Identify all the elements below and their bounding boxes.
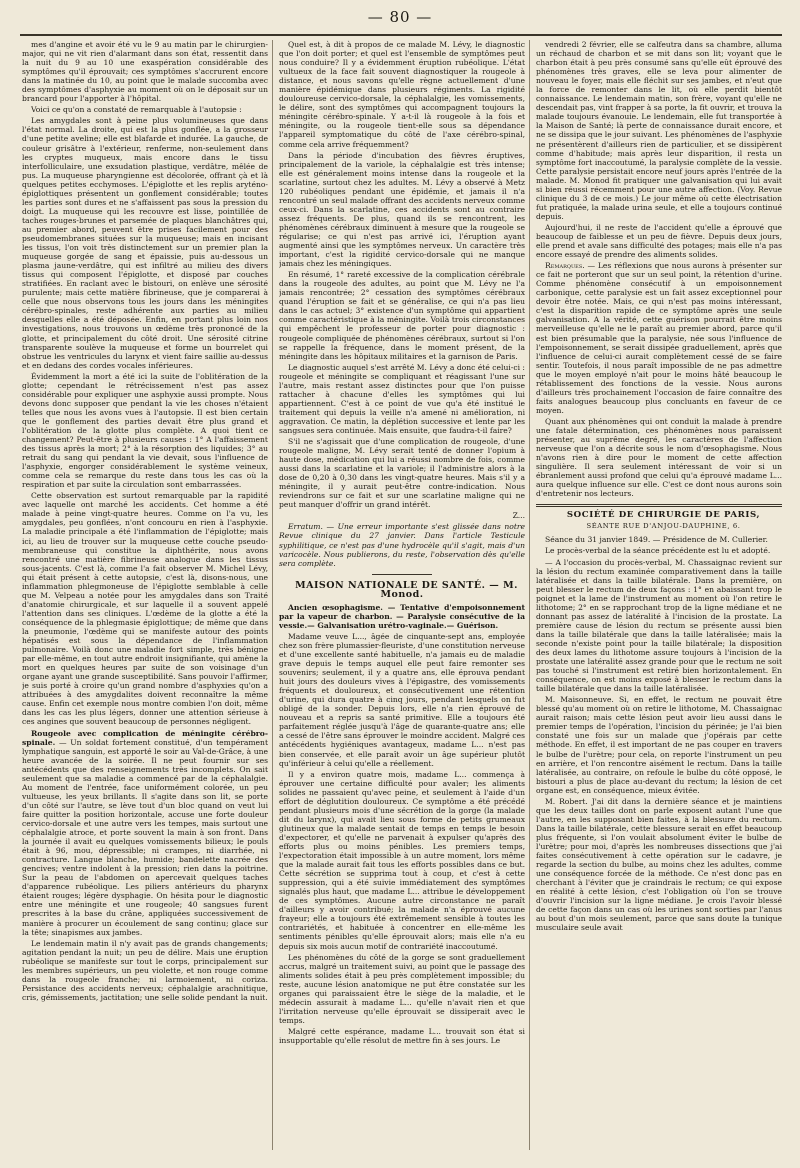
- paragraph: Le lendemain matin il n'y avait pas de grands changements; agitation pendant la nuit; un peu de délire. Mais une éruption rubéolique se manifeste sur tout le corps, principalement sur les membres supérieurs, un peu violette, et non rouge comme dans la rougeole franche; ni larmoiement, ni coriza. Persistance des accidents nerveux; céphalalgie arachnitique, cris, gémissements, jactitation; une selle solide pendant la nuit.: [22, 938, 268, 1002]
- paragraph: M. Maisonneuve. Si, en effet, le rectum ne pouvait être blessé qu'au moment où on retire le lithotome, M. Chassaignac aurait raison; mais cette lésion peut avoir lieu aussi dans le premier temps de l'opération, l'incision du périnée; je l'ai bien constaté une fois sur un malade que j'opérais par cette méthode. En effet, il est important de ne pas couper en travers le bulbe de l'urètre; pour cela, on reporte l'instrument un peu en arrière, et l'on rencontre aisément le rectum. Dans la taille latéralisée, au contraire, on refoule le bulbe du côté opposé, le bistouri a plus de place au-devant du rectum; la lésion de cet organe est, en conséquence, mieux évitée.: [536, 695, 782, 795]
- column-2: [279, 40, 525, 1158]
- article-heading: Ancien œsophagisme. — Tentative d'empoisonnement par la vapeur de charbon. — Paralysie consécutive de la vessie.— Galvanisation urétro-vaginale.— Guérison.: [279, 602, 525, 630]
- paragraph: Voici ce qu'on a constaté de remarquable à l'autopsie :: [31, 105, 242, 115]
- paragraph: Quant aux phénomènes qui ont conduit la malade à prendre une fatale détermination, ces phénomènes nous paraissent présenter, au suprême degré, les caractères de l'affection nerveuse que l'on a décrite sous le nom d'œsophagisme. Nous n'avons rien à dire pour le moment de cette affection singulière. Il sera seulement intéressant de voir si un ébranlement aussi profond que celui qu'a éprouvé madame L... aura quelque influence sur elle. C'est ce dont nous aurons soin d'entretenir nos lecteurs.: [536, 416, 782, 499]
- column-divider: [272, 40, 273, 1150]
- paragraph: Évidemment la mort a été ici la suite de l'oblitération de la glotte; cependant le rétrécissement n'est pas assez considérable pour expliquer une asphyxie aussi prompte. Nous devons donc supposer que pendant la vie les choses n'étaient telles que nous les avons vues à l'autopsie. Il est bien certain que le gonflement des parties devait être plus grand et l'oblitération de la glotte plus complète. A quoi tient ce changement? Peut-être à plusieurs causes : 1° A l'affaissement des tissus après la mort; 2° à la résorption des liquides; 3° au retrait du sang qui pendant la vie devait, sous l'influence de l'asphyxie, engorger considérablement le système veineux, comme cela se remarque du reste dans tous les cas où la respiration et par suite la circulation sont embarrassées.: [22, 371, 268, 490]
- article-heading: Rougeole avec complication de méningite cérébro-spinale.: [22, 728, 268, 747]
- article-rougeole: [22, 729, 268, 937]
- paragraph: Le procès-verbal de la séance précédente est lu et adopté.: [545, 546, 771, 556]
- society-address: SÉANTE RUE D'ANJOU-DAUPHINE, 6.: [586, 522, 741, 531]
- remarques-heading: Remarques.: [545, 261, 585, 271]
- column-1: [22, 40, 268, 1158]
- erratum: Erratum. — Une erreur importante s'est glissée dans notre Revue clinique du 27 janvier. Dans l'article Testicule syphilitique, ce n'est pas d'une hydrocèle qu'il s'agit, mais d'un varicocèle. Nous publierons, du reste, l'observation dès qu'elle sera complète.: [279, 522, 525, 568]
- paragraph: — A l'occasion du procès-verbal, M. Chassaignac revient sur la lésion du rectum examinée comparativement dans la taille latéralisée et dans la taille bilatérale. Dans la première, on peut blesser le rectum de deux façons : 1° en abaissant trop le poignet et la lame de l'instrument au moment où l'on retire le lithotome; 2° en se rapprochant trop de la ligne médiane et ne donnant pas assez de latéralité à l'incision de la prostate. La première cause de lésion du rectum se présente aussi bien dans la taille bilatérale que dans la taille latéralisée; mais la seconde n'existe point pour la taille bilatérale; la disposition des deux lames du lithotome assure toujours à l'incision de la prostate une latéralité assez grande pour que le rectum ne soit pas touché si l'instrument est retiré bien horizontalement. En conséquence, on est moins exposé à blesser le rectum dans la taille bilatérale que dans la taille latéralisée.: [536, 557, 782, 694]
- signature: Z...: [512, 511, 525, 521]
- paragraph: Les amygdales sont à peine plus volumineuses que dans l'état normal. La droite, qui est la plus gonflée, a la grosseur d'une petite aveline; elle est blafarde et indurée. La gauche, de couleur grisâtre à l'extérieur, renferme, non-seulement dans les cryptes muqueux, mais encore dans le tissu interfolliculaire, une exsudation plastique, verdâtre, mêlée de pus. La muqueuse pharyngienne est décolorée, offrant çà et là quelques petites ecchymoses. L'épiglotte et les replis aryténo-épiglottiques présentent un gonflement considérable; toutes les parties sont dures et ne s'affaissent pas sous la pression du doigt. La muqueuse qui les recouvre est lisse, pointillée de taches rouges-brunes et parsemée de plaques blanchâtres qui, au premier abord, peuvent être prises facilement pour des pseudomembranes situées sur la muqueuse; mais en incisant les tissus, l'on voit très distinctement sur un premier plan la muqueuse gorgée de sang et épaissie, puis au-dessous un plasma jaune-verdâtre, qui est infiltré au milieu des divers tissus qui composent l'épiglotte, et disposé par couches stratifiées. En raclant avec le bistouri, on enlève une sérosité purulente; mais cette matière fibrineuse, que je comparerai à celle que nous observons tous les jours dans les méningites cérébro-spinales, reste adhérente aux parties au milieu desquelles elle a été déposée. Enfin, en portant plus loin nos investigations, nous trouvons un œdème très prononcé de la glotte, et principalement du côté droit. Une sérosité citrine transparente soulève la muqueuse et forme un bourrelet qui obstrue les ventricules du larynx et vient faire saillie au-dessus et en dedans des cordes vocales inférieures.: [22, 116, 268, 370]
- paragraph: Les phénomènes du côté de la gorge se sont graduellement accrus, malgré un traitement suivi, au point que le passage des aliments solides était à peu près complètement impossible; du reste, aucune lésion anatomique ne put être constatée sur les organes qui paraissaient être le siège de la maladie, et le médecin assurait à madame L... qu'elle n'avait rien et que l'irritation nerveuse qu'elle éprouvait se dissiperait avec le temps.: [279, 952, 525, 1025]
- section-title: MAISON NATIONALE DE SANTÉ. — M. Monod.: [295, 579, 518, 600]
- separator: [536, 504, 782, 507]
- header-rule: [20, 34, 782, 36]
- page-number: — 80 —: [367, 8, 433, 26]
- paragraph: vendredi 2 février, elle se calfeutra dans sa chambre, alluma un réchaud de charbon et se mit dans son lit; voyant que le charbon était à peu près consumé sans qu'elle eût éprouvé des phénomènes très graves, elle se leva pour alimenter de nouveau le foyer, mais elle fléchit sur ses jambes, et n'eut que la force de remonter dans le lit, où elle perdit bientôt connaissance. Le lendemain matin, son frère, voyant qu'elle ne descendait pas, vint frapper à sa porte, la fit ouvrir, et trouva la malade toujours évanouie. Le lendemain, elle fut transportée à la Maison de Santé; là perte de connaissance durait encore, et ne se dissipa que le jour suivant. Les phénomènes de l'asphyxie ne présentèrent d'ailleurs rien de particulier, et se dissipèrent comme d'habitude; mais après leur disparition, il resta un symptôme fort inaccoutumé, la paralysie complète de la vessie. Cette paralysie persistait encore neuf jours après l'entrée de la malade. M. Monod fit pratiquer une galvanisation qui lui avait si bien réussi récemment pour une autre affection. (Voy. Revue clinique du 3 de ce mois.) Le jour même où cette électrisation fut pratiquée, la malade urina seule, et elle a toujours continué depuis.: [536, 40, 782, 221]
- paragraph: Le diagnostic auquel s'est arrêté M. Lévy a donc été celui-ci : rougeole et méningite se compliquant et réagissant l'une sur l'autre, mais restant assez distinctes pour que l'on puisse rattacher à chacune d'elles les symptômes qui lui appartiennent. C'est à ce point de vue qu'a été institué le traitement qui depuis la veille n'a amené ni amélioration, ni aggravation. Ce matin, la déplétion successive et lente par les sangsues sera continuée. Mais ensuite, que faudra-t-il faire?: [279, 362, 525, 435]
- paragraph: — Les réflexions que nous aurons à présenter sur ce fait ne porteront que sur un seul point, la rétention d'urine. Comme phénomène consécutif à un empoisonnement carbonique, cette paralysie est un fait assez exceptionnel pour devoir être notée. Mais, ce qui n'est pas moins intéressant, c'est la disparition rapide de ce symptôme après une seule galvanisation. A la vérité, cette guérison pourrait être moins merveilleuse qu'elle ne le paraît au premier abord, parce qu'il est bien présumable que la paralysie, née sous l'influence de l'empoisonnement, se serait dissipée graduellement, après que l'influence de celui-ci aurait complètement cessé de se faire sentir. Toutefois, il nous paraît impossible de ne pas admettre que le moyen employé n'ait pour le moins hâté beaucoup le rétablissement des fonctions de la vessie. Nous aurons d'ailleurs très prochainement l'occasion de faire connaître des faits analogues beaucoup plus concluants en faveur de ce moyen.: [536, 261, 782, 415]
- paragraph: Aujourd'hui, il ne reste de l'accident qu'elle a éprouvé que beaucoup de faiblesse et un peu de fièvre. Depuis deux jours, elle prend et avale sans difficulté des potages; mais elle n'a pas encore essayé de prendre des aliments solides.: [536, 222, 782, 260]
- paragraph: En résumé, 1° rareté excessive de la complication cérébrale dans la rougeole des adultes, au point que M. Lévy ne l'a jamais rencontrée; 2° cessation des symptômes cérébraux quand l'éruption se fait et se généralise, ce qui n'a pas lieu dans le cas actuel; 3° existence d'un symptôme qui appartient comme caractéristique à la méningite. Voilà trois circonstances qui empêchent le professeur de porter pour diagnostic : rougeole compliquée de phénomènes cérébraux, surtout si l'on se rappelle la fréquence, dans le moment présent, de la méningite dans les hôpitaux militaires et la garnison de Paris.: [279, 270, 525, 361]
- society-title: SOCIÉTÉ DE CHIRURGIE DE PARIS,: [566, 510, 761, 521]
- column-divider: [529, 40, 530, 1150]
- paragraph: mes d'angine et avoir été vu le 9 au matin par le chirurgien-major, qui ne vit rien d'alarmant dans son état, ressentit dans la nuit du 9 au 10 une exaspération considérable des symptômes qu'il éprouvait; ces symptômes s'accrurent encore dans la matinée du 10, au point que le malade succomba avec des symptômes d'asphyxie au moment où on le déposait sur un brancard pour l'apporter à l'hôpital.: [22, 40, 268, 104]
- remarques: [536, 261, 782, 415]
- paragraph: Quel est, à dit à propos de ce malade M. Lévy, le diagnostic que l'on doit porter; et quel est l'ensemble de symptômes peut nous conduire? Il y a évidemment éruption rubéolique. L'état vultueux de la face fait souvent diagnostiquer la rougeole à distance, et nous savons qu'elle règne actuellement d'une manière épidémique dans plusieurs régiments. La rigidité douloureuse cervico-dorsale, la céphalalgie, les vomissements, le délire, sont des symptômes qui accompagnent toujours la méningite cérébro-spinale. Y a-t-il là rougeole à la fois et méningite, ou la rougeole tient-elle sous sa dépendance l'appareil symptomatique du côté de l'axe cérébro-spinal, comme cela arrive fréquemment?: [279, 40, 525, 149]
- paragraph: Cette observation est surtout remarquable par la rapidité avec laquelle ont marché les accidents. Cet homme a été malade à peine vingt-quatre heures. Comme on l'a vu, les amygdales, peu gonflées, n'ont concouru en rien à l'asphyxie. La maladie principale a été l'inflammation de l'épiglotte; mais ici, au lieu de trouver sur la muqueuse cette couche pseudo-membraneuse qui constitue la diphthérite, nous avons rencontré une matière fibrineuse analogue dans les tissus sous-jacents. C'est là, comme l'a fait observer M. Michel Lévy, qui était présent à cette autopsie, c'est là, disons-nous, une inflammation phlegmoneuse de l'épiglotte semblable à celle que M. Velpeau a notée pour les amygdales dans son Traité d'anatomie chirurgicale, et sur laquelle il a souvent appelé l'attention dans ses cliniques. L'œdème de la glotte a été la conséquence de la phlegmasie épiglottique; de même que dans la pneumonie, l'œdème qui se manifeste autour des points hépatisés est sous la dépendance de l'inflammation pulmonaire. Voilà donc une maladie fort simple, très bénigne par elle-même, en tout autre endroit insignifiante, qui amène la mort en quelques heures par suite de son voisinage d'un organe ayant une grande susceptibilité. Sans pouvoir l'affirmer, je suis porté à croire qu'un grand nombre d'asphyxies qu'on a attribuées à des amygdalites doivent reconnaître la même cause. Enfin cet exemple nous montre combien l'on doit, même dans les cas les plus légers, donner une attention sérieuse à ces angines que souvent beaucoup de personnes négligent.: [22, 491, 268, 727]
- seance-line: Séance du 31 janvier 1849. — Présidence de M. Cullerier.: [545, 535, 768, 545]
- separator: [372, 574, 432, 575]
- paragraph: Il y a environ quatre mois, madame L... commença à éprouver une certaine difficulté pour avaler; les aliments solides ne passaient qu'avec peine, et seulement à l'aide d'un effort de déglutition douloureux. Ce symptôme a été précédé pendant plusieurs mois d'une sécrétion de la gorge (la malade dit du larynx), qui avait lieu sous forme de petits grumeaux glutineux que la malade sentait de temps en temps le besoin d'expectorer, et qu'elle ne parvenait à expulser qu'après des efforts plus ou moins pénibles. Les premiers temps, l'expectoration était impossible à un autre moment, lors même que la malade aurait fait tous les efforts possibles dans ce but. Cette sécrétion se supprima tout à coup, et c'est à cette suppression, qui a été suivie immédiatement des symptômes signalés plus haut, que madame L... attribue le développement de ces symptômes. Aucune autre circonstance ne paraît d'ailleurs y avoir contribué; la malade n'a éprouvé aucune frayeur; elle a toujours été extrêmement sensible à toutes les contrariétés, et habituée à concentrer en elle-même les sentiments pénibles qu'elle éprouvait alors; mais elle n'a eu depuis six mois aucun motif de contrariété inaccoutumé.: [279, 769, 525, 951]
- column-3: [536, 40, 782, 1158]
- paragraph: Dans la période d'incubation des fièvres éruptives, principalement de la variole, la céphalalgie est très intense; elle est généralement moins intense dans la rougeole et la scarlatine, surtout chez les adultes. M. Lévy a observé à Metz 120 rubéoliques pendant une épidémie, et jamais il n'a rencontré un seul malade offrant des accidents nerveux comme ceux-ci. Dans la scarlatine, ces accidents sont au contraire assez fréquents. De plus, quand ils se rencontrent, les phénomènes cérébraux diminuent à mesure que la rougeole se régularise; ce qui n'est pas arrivé ici, l'éruption ayant augmenté ainsi que les symptômes nerveux. Un caractère très important, c'est la rigidité cervico-dorsale qui ne manque jamais chez les méningiques.: [279, 150, 525, 269]
- paragraph: Malgré cette espérance, madame L... trouvait son état si insupportable qu'elle résolut de mettre fin à ses jours. Le: [279, 1026, 525, 1045]
- paragraph: Madame veuve L..., âgée de cinquante-sept ans, employée chez son frère plumassier-fleuriste, d'une constitution nerveuse et d'une excellente santé habituelle, n'a jamais eu de maladie grave depuis le temps auquel elle peut faire remonter ses souvenirs; seulement, il y a quatre ans, elle éprouva pendant huit jours des douleurs vives à l'épigastre, des vomissements fréquents et douloureux, et consécutivement une rétention d'urine, qui dura quatre à cinq jours, pendant lesquels on fut obligé de la sonder. Depuis lors, elle n'a rien éprouvé de nouveau et a repris sa santé primitive. Elle a toujours été parfaitement réglée jusqu'à l'âge de quarante-quatre ans; elle a cessé de l'être sans éprouver le moindre accident. Malgré ces antécédents hygiéniques avantageux, madame L... n'est pas bien conservée, et elle paraît avoir un âge supérieur plutôt qu'inférieur à celui qu'elle a réellement.: [279, 631, 525, 768]
- paragraph: — Un soldat fortement constitué, d'un tempérament lymphatique sanguin, est apporté le soir au Val-de-Grâce, à une heure avancée de la soirée. Il ne peut fournir sur ses antécédents que des renseignements très incomplets. On sait seulement que sa maladie a commencé par de la céphalalgie. Au moment de l'entrée, face uniformément colorée, un peu vultueuse, les yeux brillants. Il s'agite dans son lit, se porte d'un côté sur l'autre, se lève tout d'un bloc quand on veut lui faire quitter la position horizontale, accuse une forte douleur cervico-dorsale et une autre vers les tempes, mais surtout une céphalalgie atroce, et porte souvent la main à son front. Dans la journée il avait eu quelques vomissements bilieux; le pouls était à 96, mou, dépressible; ni crampes, ni diarrhée, ni contracture. Langue blanche, humide; bandelette nacrée des gencives; ventre indolent à la pression; rien dans la poitrine. Sur la peau de l'abdomen on apercevait quelques taches d'apparence rubéolique. Les piliers antérieurs du pharynx étaient rouges; légère dysphagie. On hésita pour le diagnostic entre une méningite et une rougeole; 40 sangsues furent prescrites à la base du crâne, appliquées successivement de manière à procurer un écoulement de sang continu; glace sur la tête; sinapismes aux jambes.: [22, 737, 268, 937]
- paragraph: M. Robert. J'ai dit dans la dernière séance et je maintiens que les deux tailles dont on parle exposent autant l'une que l'autre, en les supposant bien faites, à la blessure du rectum. Dans la taille bilatérale, cette blessure serait en effet beaucoup plus fréquente, si l'on voulait absolument éviter le bulbe de l'urètre; pour moi, d'après les nombreuses dissections que j'ai faites consécutivement à cette opération sur le cadavre, je regarde la section du bulbe, au moins chez les adultes, comme une conséquence forcée de la méthode. Ce n'est donc pas en cherchant à l'éviter que je craindrais le rectum; ce qui expose en réalité à cette lésion, c'est l'obligation où l'on se trouve d'ouvrir l'incision sur la ligne médiane. Je crois l'avoir blessé de cette façon dans un cas où les urines sont sorties par l'anus au bout d'un mois seulement, parce que sans doute la tunique musculaire seule avait: [536, 796, 782, 933]
- paragraph: S'il ne s'agissait que d'une complication de rougeole, d'une rougeole maligne, M. Lévy serait tenté de donner l'opium à haute dose, médication qui lui a réussi nombre de fois, comme aussi dans la scarlatine et la variole; il l'administre alors à la dose de 0,20 à 0,30 dans les vingt-quatre heures. Mais s'il y a méningite, il y aurait peut-être contre-indication. Nous reviendrons sur ce fait et sur une scarlatine maligne qui ne peut manquer d'offrir un grand intérêt.: [279, 437, 525, 510]
